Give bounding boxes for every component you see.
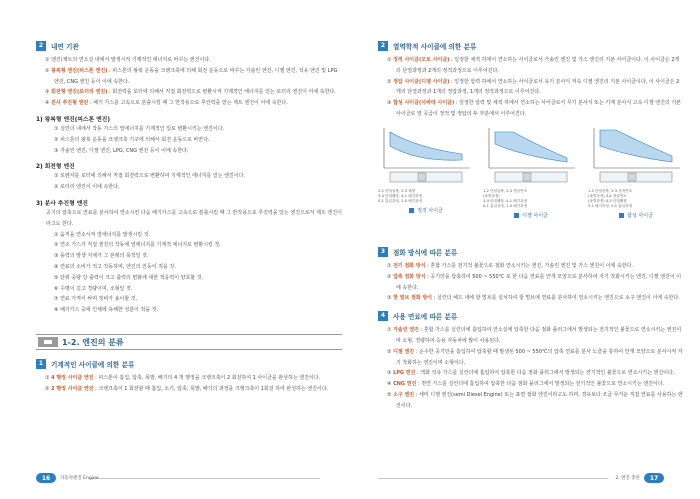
item-text: : 배기 가스를 고속으로 분출시킬 때 그 반작용으로 추진력을 얻는 제트 엔진이 이에 속한다. <box>88 100 288 107</box>
item-text: : 공기만을 압축하여 500 ~ 550℃ 로 한 다음 연료를 안개 모양으로 분사하여 자기 착화시키는 엔진, 디젤 엔진이 이에 속한다. <box>396 273 682 291</box>
footer-rule <box>90 478 320 479</box>
item-text: 엔진(제트의 연소실 내에서 발생시켜 기계적인 에너지로 바꾸는 엔진이다. <box>51 57 211 63</box>
list-item: ④ 연료의 소비가 적고 작동하며, 엔진의 진동이 적을 것. <box>54 263 176 270</box>
paragraph: 공기의 압축으로 연료를 분사하여 연소시킨 다음 배기가스를 고속으로 분출시킬 때 그 반작용으로 추진력을 얻는 엔진으로서 제트 엔진이라고도 한다. <box>46 209 342 227</box>
subheading: 2) 회전형 엔진 <box>36 164 75 171</box>
item-text: : 순수한 공기만을 흡입하여 압축할 때 발생된 500 ~ 550℃의 압축 연료를 분사 노즐을 통하여 안개 모양으로 분사시켜 자기 착화하는 엔진이며 소형이다. <box>396 348 683 366</box>
item-number: ① <box>45 375 52 381</box>
section-number: 2 <box>36 41 46 51</box>
list-item: ② 로터리 엔진이 이에 속한다. <box>54 184 120 191</box>
list-item: ③ 동력의 발생 지체가 그 본래의 목적일 것. <box>54 253 149 260</box>
item-text: : 세미 디젤 엔진(semi Diesel Engine) 또는 표면 점화 엔진이라고도 하며, 경유보다 조금 무거운 직접 연료를 사용하는 엔진이다. <box>396 391 683 409</box>
item-list <box>378 55 684 120</box>
sub-item-list <box>36 171 342 193</box>
item-term: 가솔린 엔진 <box>393 327 419 334</box>
list-item: ① 움직을 연소시켜 열에너지를 발생시킬 것. <box>54 231 151 238</box>
item-text: : 피스톤의 왕복 운동을 크랭크축에 의해 회전 운동으로 바꾸는 가솔린 엔진, 디젤 엔진, 석유 엔진 및 LPG 엔진, CNG 엔진 등이 이에 속한다. <box>54 67 338 85</box>
pv-diagram-graphic <box>588 124 684 188</box>
item-term: 회전형 엔진(로터리 엔진) <box>51 89 108 96</box>
section-number: 2 <box>378 41 388 51</box>
item-number: ① <box>387 327 394 334</box>
pv-diagram-graphic <box>483 124 579 188</box>
pv-diagram-graphic <box>378 124 474 188</box>
item-text: : 액화 석유 가스를 실린더에 흡입하여 압축한 다음 점화 플러그에서 발생되는 전기적인 불꽃으로 연소시키는 엔진이다. <box>415 370 675 377</box>
item-list <box>36 373 342 395</box>
list-item <box>36 55 342 66</box>
item-number: ④ <box>45 100 52 107</box>
list-item <box>378 390 684 412</box>
item-text: : 혼합 가스를 전기적 불꽃으로 점화 연소시키는 엔진, 가솔린 엔진 및 가스 엔진이 이에 속한다. <box>425 263 633 269</box>
right-column-lower <box>378 246 684 412</box>
section-title: 내연 기관 <box>51 42 79 51</box>
item-number: ③ <box>387 295 394 302</box>
list-item <box>378 325 684 347</box>
diagram-label-text: 디젤 사이클 <box>522 212 548 219</box>
item-list <box>36 55 342 109</box>
section-title: 점화 방식에 따른 분류 <box>393 248 458 257</box>
list-item <box>378 347 684 369</box>
item-text: : 혼합 가스를 실린더에 흡입하여 연소실에 압축한 다음 점화 플러그에서 발생되는 전기적인 불꽃으로 연소시키는 엔진이며 소형, 경량하여 승용 자동차에 많이 사용된다. <box>396 327 682 344</box>
diagram-label <box>588 212 684 219</box>
list-item <box>36 384 342 395</box>
item-term: 소구 엔진 <box>393 391 415 398</box>
list-item <box>378 293 684 304</box>
chapter-name: 2. 엔진 총론 <box>615 476 640 481</box>
section-heading <box>36 40 342 51</box>
footer-left <box>36 473 99 483</box>
right-column <box>378 40 684 219</box>
item-number: ④ <box>387 381 394 388</box>
page-number: 16 <box>36 473 56 483</box>
section-title: 열역학적 사이클에 의한 분류 <box>393 42 477 51</box>
item-number: ② <box>45 385 52 392</box>
section-heading <box>378 310 684 321</box>
item-term: 전기 점화 방식 <box>393 263 426 269</box>
item-text: : 피스톤이 흡입, 압축, 폭발, 배기의 4 개 행정을 크랭크축이 2 회전하여 1 사이클을 완성하는 엔진이다. <box>93 375 321 381</box>
list-item <box>36 98 342 109</box>
item-number: ⑤ <box>387 391 394 398</box>
item-term: CNG 엔진 <box>393 381 417 388</box>
item-term: 정적 사이클(오토 사이클) <box>393 57 450 63</box>
item-number: ③ <box>45 89 52 96</box>
list-item: ① 실린더 내에서 작동 가스의 열에너지를 기계적인 일로 변환시키는 엔진이다. <box>54 125 225 132</box>
sub-item-list <box>36 124 342 156</box>
footer-right <box>615 473 664 483</box>
list-item <box>378 98 684 120</box>
list-item <box>36 66 342 88</box>
item-number: ③ <box>387 100 394 107</box>
item-number: ② <box>45 67 52 74</box>
list-item <box>378 261 684 272</box>
item-term: 정압 사이클(디젤 사이클) <box>393 78 450 85</box>
item-number: ① <box>387 263 394 269</box>
list-item: ② 피스톤의 왕복 운동을 크랭크축 기구에 의해서 회전 운동으로 바꾼다. <box>54 136 210 143</box>
item-term: 압축 점화 방식 <box>393 273 426 280</box>
list-item <box>378 77 684 99</box>
item-number: ② <box>387 78 394 85</box>
left-column-lower <box>36 358 342 395</box>
item-list <box>378 261 684 304</box>
diagram-caption: 1-2 단열압축, 2-3 정압연소 (폭발과정) 3-4 단열팽창, 4-1 배기과정 0-1 흡입과정, 1-0 배기과정 <box>483 188 528 208</box>
section-title: 사용 연료에 따른 분류 <box>393 312 458 321</box>
item-text: : 크랭크축이 1 회전할 때 흡입, 소기, 압축, 폭발, 배기의 과정을 크랭크축이 1회전 하여 완성하는 엔진이다. <box>93 385 329 392</box>
item-term: LPG 엔진 <box>393 370 416 377</box>
item-text: : 회전력을 로터에 의해서 직접 회전력으로 변환시켜 기계적인 에너지를 얻는 로터리 엔진이 이에 속한다. <box>107 89 336 96</box>
item-number: ① <box>387 57 394 63</box>
subheading: 1) 왕복형 엔진(피스톤 엔진) <box>36 116 111 123</box>
list-item <box>36 373 342 384</box>
subheading: 3) 분사 추진형 엔진 <box>36 200 88 207</box>
otto-cycle-diagram <box>378 124 474 219</box>
sabathe-cycle-diagram <box>588 124 684 219</box>
item-number: ② <box>387 273 394 280</box>
item-text: : 실린더 헤드 내에 핫 벌브를 설치하여 핫 벌브에 연료를 분사하여 연소시키는 엔진으로 소구 엔진이 이에 속한다. <box>432 295 680 302</box>
item-term: 분사 추진형 엔진 <box>51 100 89 107</box>
section-number: 3 <box>378 247 388 257</box>
item-number: ③ <box>387 370 394 377</box>
item-term: 4 행정 사이클 엔진 <box>51 375 94 381</box>
item-term: 합성 사이클(사바테 사이클) <box>393 100 455 107</box>
diagram-caption: 1-2 단열압축, 2-3 폭발 3-4 단열팽창, 4-1 배기과정 0-1 흡입과정, 1-0 배기과정 <box>378 188 423 203</box>
item-list <box>378 325 684 411</box>
diagram-label-text: 합성 사이클 <box>627 212 653 219</box>
section-number: 4 <box>378 311 388 321</box>
list-item <box>378 368 684 379</box>
bullet-icon <box>514 213 519 218</box>
chapter-heading <box>36 334 342 350</box>
item-number: ① <box>45 57 52 63</box>
list-item <box>378 55 684 77</box>
item-number: ② <box>387 348 394 355</box>
list-item <box>36 87 342 98</box>
chapter-marker-icon <box>38 337 58 347</box>
list-item: ⑦ 연료 가격이 싸며 정비가 용이할 것. <box>54 296 138 303</box>
list-item <box>378 379 684 390</box>
section-heading <box>378 246 684 257</box>
list-item: ⑧ 배기가스 중에 인체에 유해한 성분이 적을 것. <box>54 307 159 314</box>
list-item: ⑥ 수명이 길고 경량이며, 소형일 것. <box>54 285 133 292</box>
item-text: : 일정한 압력 하에서 연소하는 사이클로서 유기 분사식 저속 디젤 엔진의 기본 사이클이다. 이 사이클은 2개의 단열과정과 1개의 정압과정, 1개의 정적과정으로 이루어진다. <box>396 78 680 96</box>
section-heading <box>378 40 684 51</box>
diagram-caption: 1-2 단열압축, 2-3 정적연소 (폭발과정) 3-4 정압연소 (폭발과정) 4-5 단열팽창 5-1 배기과정, 0-1 흡입과정 <box>588 188 633 208</box>
section-heading <box>36 358 342 369</box>
sub-item-list <box>36 230 342 316</box>
section-number: 1 <box>36 359 46 369</box>
item-text: : 일정한 체적 하에서 연소하는 사이클로서 가솔린 엔진 및 가스 엔진의 기본 사이클이다. 이 사이클은 2개의 단열과정과 2개의 정적과정으로 이루어진다. <box>396 57 680 74</box>
section-title: 기계적인 사이클에 의한 분류 <box>51 360 135 369</box>
item-term: 왕복형 엔진(피스톤 엔진) <box>51 67 108 74</box>
list-item: ① 로렌자를 로터에 의해서 직접 회전력으로 변환하여 기계적인 에너지를 얻는 엔진이다. <box>54 173 246 180</box>
item-term: 핫 벌브 점화 방식 <box>393 295 433 302</box>
list-item: ② 연소 가스가 직접 엔진의 작동에 열에너지를 기계적 에너지로 변환시킬 것. <box>54 242 221 249</box>
item-text: : 천연 가스를 실린더에 흡입하여 압축한 다음 점화 플러그에서 발생되는 전기적인 불꽃으로 연소시키는 엔진이다. <box>416 381 665 388</box>
diesel-cycle-diagram <box>483 124 579 219</box>
left-column <box>36 40 342 316</box>
list-item <box>378 272 684 294</box>
chapter-title: 1-2. 엔진의 분류 <box>62 337 124 347</box>
page-number: 17 <box>644 473 664 483</box>
bullet-icon <box>619 213 624 218</box>
item-term: 2 행정 사이클 엔진 <box>51 385 94 392</box>
list-item: ⑤ 단위 중량 당 출력이 크고 출력의 변화에 대한 적응력이 양호할 것. <box>54 274 204 281</box>
item-text: : 일정한 압력 및 체적 하에서 연소하는 사이클로서 무기 분사식 또는 기계 분사식 고속 디젤 엔진의 기본 사이클로 열 공급이 정적 및 정압의 두 부분에서 이루어진다. <box>396 100 682 117</box>
book-title: 자동차엔진 Engine <box>60 476 99 481</box>
item-term: 디젤 엔진 <box>393 348 415 355</box>
diagram-label <box>483 212 579 219</box>
cycle-diagrams <box>378 124 684 219</box>
diagram-label-text: 정적 사이클 <box>417 207 443 214</box>
bullet-icon <box>409 208 414 213</box>
diagram-label <box>378 207 474 214</box>
footer-rule <box>378 478 608 479</box>
list-item: ③ 가솔린 엔진, 디젤 엔진, LPG, CNG 엔진 등이 이에 속한다. <box>54 147 189 154</box>
